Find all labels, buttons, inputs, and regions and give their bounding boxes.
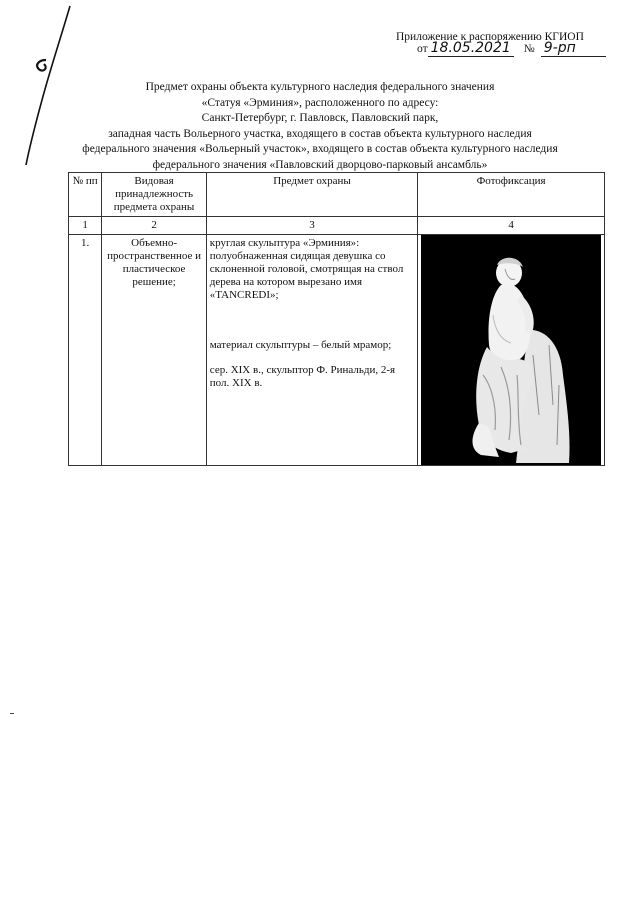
appendix-label: Приложение к распоряжению КГИОП [396, 31, 584, 43]
header-num: № пп [69, 173, 102, 217]
order-reference [417, 41, 606, 57]
subject-material: материал скульптуры – белый мрамор; [209, 339, 392, 351]
scan-speck [10, 713, 14, 714]
table-row [69, 235, 605, 466]
title-line: «Статуя «Эрминия», расположенного по адресу: [201, 96, 439, 109]
row-subject [206, 235, 417, 466]
header-type: Видовая принадлежность предмета охраны [102, 173, 206, 217]
column-number: 2 [102, 217, 206, 235]
column-number: 3 [206, 217, 417, 235]
row-type: Объемно-пространственное и пластическое решение; [102, 235, 206, 466]
title-line: федерального значения «Вольерный участок», входящего в состав объекта культурного наследия [82, 143, 558, 155]
title-line: Санкт-Петербург, г. Павловск, Павловский парк, [201, 112, 439, 124]
header-photo: Фотофиксация [418, 173, 605, 217]
title-line: западная часть Вольерного участка, входящего в состав объекта культурного наследия [108, 127, 532, 140]
order-date: 18.05.2021 [428, 41, 514, 57]
protection-table [68, 172, 605, 466]
title-line: Предмет охраны объекта культурного наследия федерального значения [145, 81, 495, 93]
column-number-row [69, 217, 605, 235]
row-num: 1. [69, 235, 102, 466]
statue-photo [421, 235, 601, 465]
title-line: федерального значения «Павловский дворцово-парковый ансамбль» [152, 158, 488, 171]
column-number: 4 [418, 217, 605, 235]
subject-dating: сер. XIX в., скульптор Ф. Ринальди, 2-я пол. XIX в. [209, 364, 396, 389]
number-label: № [523, 43, 535, 55]
table-header-row [69, 173, 605, 217]
date-prefix: от [417, 43, 428, 55]
header-subject: Предмет охраны [206, 173, 417, 217]
document-title [60, 80, 580, 173]
order-number: 9-рп [541, 41, 606, 57]
row-photo [418, 235, 605, 466]
subject-description: круглая скульптура «Эрминия»: полуобнаженная сидящая девушка со склоненной головой, смотрящая на ствол дерева на котором вырезано имя «TANCREDI»; [209, 237, 404, 301]
column-number: 1 [69, 217, 102, 235]
